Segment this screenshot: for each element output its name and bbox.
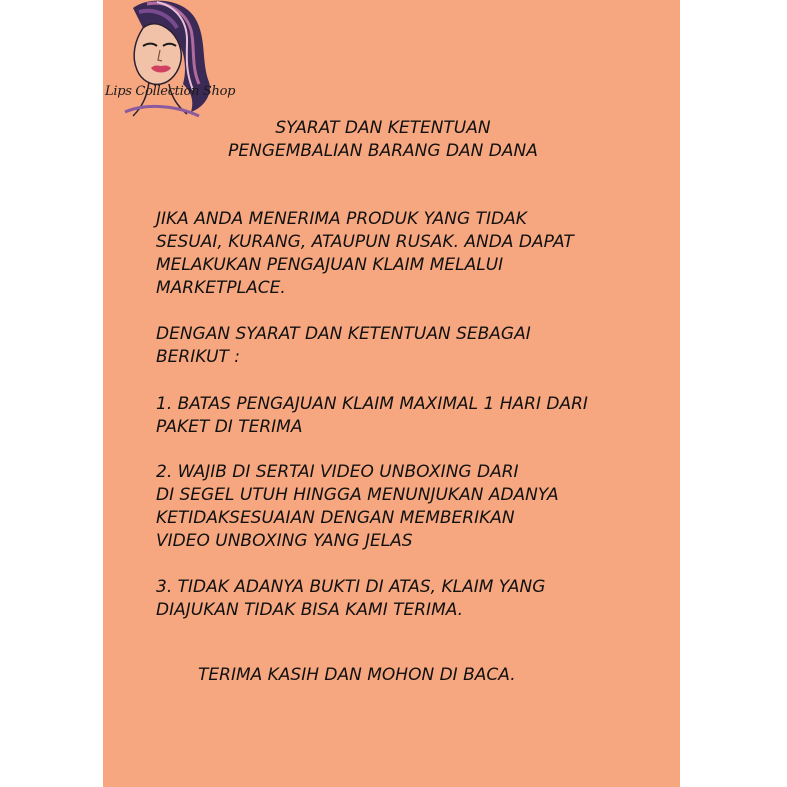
- term-3-line-2: DIAJUKAN TIDAK BISA KAMI TERIMA.: [156, 600, 464, 620]
- intro-line-2: SESUAI, KURANG, ATAUPUN RUSAK. ANDA DAPAT: [156, 232, 574, 252]
- intro-line-3: MELAKUKAN PENGAJUAN KLAIM MELALUI: [156, 255, 504, 275]
- terms-intro-line-2: BERIKUT :: [156, 347, 241, 367]
- term-2-line-4: VIDEO UNBOXING YANG JELAS: [156, 531, 413, 551]
- document-page: [103, 0, 680, 787]
- closing-note: TERIMA KASIH DAN MOHON DI BACA.: [198, 665, 516, 685]
- terms-intro-line-1: DENGAN SYARAT DAN KETENTUAN SEBAGAI: [156, 324, 531, 344]
- intro-line-1: JIKA ANDA MENERIMA PRODUK YANG TIDAK: [156, 209, 527, 229]
- face-illustration-icon: [103, 0, 253, 120]
- term-3-line-1: 3. TIDAK ADANYA BUKTI DI ATAS, KLAIM YANG: [156, 577, 546, 597]
- term-2-line-1: 2. WAJIB DI SERTAI VIDEO UNBOXING DARI: [156, 462, 519, 482]
- title-line-2: PENGEMBALIAN BARANG DAN DANA: [228, 141, 538, 161]
- title-line-1: SYARAT DAN KETENTUAN: [275, 118, 491, 138]
- intro-line-4: MARKETPLACE.: [156, 278, 286, 298]
- term-2-line-2: DI SEGEL UTUH HINGGA MENUNJUKAN ADANYA: [156, 485, 559, 505]
- term-1-line-2: PAKET DI TERIMA: [156, 417, 303, 437]
- term-2-line-3: KETIDAKSESUAIAN DENGAN MEMBERIKAN: [156, 508, 515, 528]
- shop-logo: [103, 0, 253, 120]
- term-1-line-1: 1. BATAS PENGAJUAN KLAIM MAXIMAL 1 HARI DARI: [156, 394, 588, 414]
- logo-text: Lips Collection Shop: [105, 84, 236, 99]
